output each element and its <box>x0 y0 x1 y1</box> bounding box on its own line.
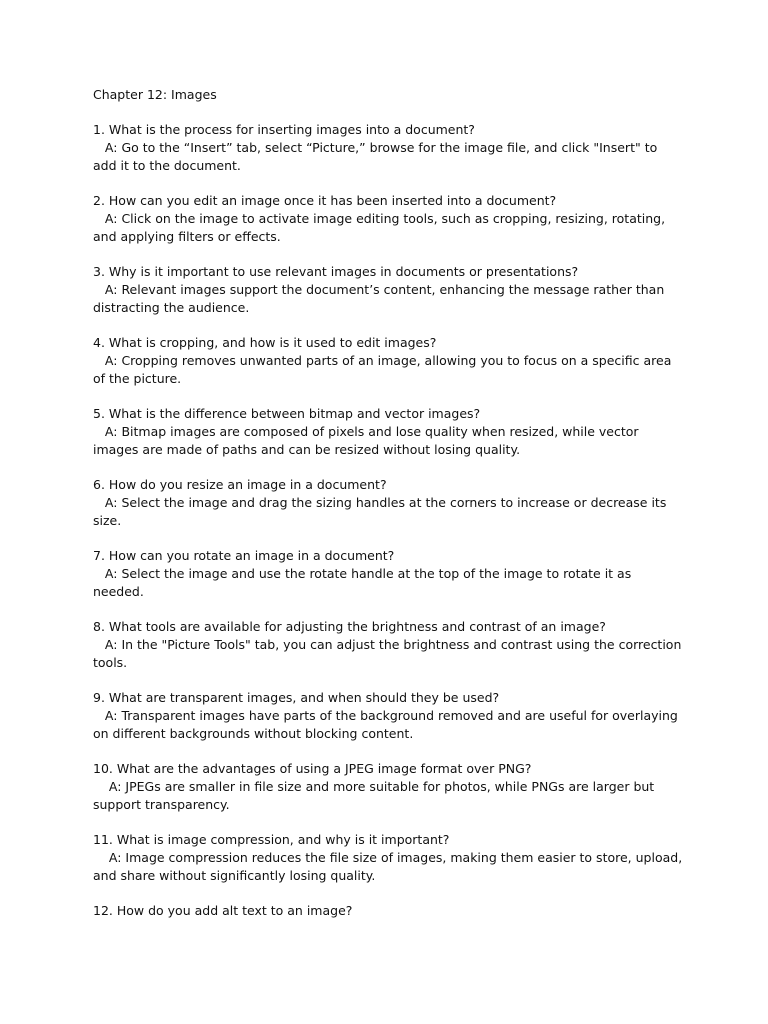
qa-item-1 <box>93 121 683 175</box>
qa-item-7 <box>93 547 683 601</box>
qa-item-6 <box>93 476 683 530</box>
answer-text: A: Go to the “Insert” tab, select “Picture,” browse for the image file, and click "Insert" to add it to the document. <box>93 140 662 173</box>
qa-item-10 <box>93 760 683 814</box>
answer-text: A: JPEGs are smaller in file size and more suitable for photos, while PNGs are larger but support transparency. <box>93 779 659 812</box>
answer-text: A: Relevant images support the document’s content, enhancing the message rather than distracting the audience. <box>93 282 669 315</box>
qa-item-4 <box>93 334 683 388</box>
question-text: 12. How do you add alt text to an image? <box>93 903 353 918</box>
qa-item-9 <box>93 689 683 743</box>
chapter-title: Chapter 12: Images <box>93 87 217 102</box>
question-text: 7. How can you rotate an image in a document? <box>93 548 395 563</box>
question-text: 10. What are the advantages of using a JPEG image format over PNG? <box>93 761 532 776</box>
answer-text: A: Bitmap images are composed of pixels and lose quality when resized, while vector images are made of paths and can be resized without losing quality. <box>93 424 643 457</box>
question-text: 9. What are transparent images, and when should they be used? <box>93 690 500 705</box>
qa-item-2 <box>93 192 683 246</box>
answer-text: A: Click on the image to activate image editing tools, such as cropping, resizing, rotating, and applying filters or effects. <box>93 211 670 244</box>
answer-text: A: Transparent images have parts of the background removed and are useful for overlaying on different backgrounds without blocking content. <box>93 708 682 741</box>
answer-text: A: Cropping removes unwanted parts of an image, allowing you to focus on a specific area of the picture. <box>93 353 676 386</box>
question-text: 8. What tools are available for adjusting the brightness and contrast of an image? <box>93 619 606 634</box>
question-text: 2. How can you edit an image once it has been inserted into a document? <box>93 193 557 208</box>
qa-item-3 <box>93 263 683 317</box>
answer-text: A: Select the image and drag the sizing handles at the corners to increase or decrease its size. <box>93 495 671 528</box>
qa-item-5 <box>93 405 683 459</box>
question-text: 5. What is the difference between bitmap and vector images? <box>93 406 481 421</box>
answer-text: A: In the "Picture Tools" tab, you can adjust the brightness and contrast using the correction tools. <box>93 637 686 670</box>
answer-text: A: Select the image and use the rotate handle at the top of the image to rotate it as needed. <box>93 566 636 599</box>
question-text: 4. What is cropping, and how is it used to edit images? <box>93 335 437 350</box>
question-text: 11. What is image compression, and why is it important? <box>93 832 450 847</box>
document-page <box>93 86 687 937</box>
qa-item-12 <box>93 902 683 920</box>
question-text: 3. Why is it important to use relevant images in documents or presentations? <box>93 264 579 279</box>
question-text: 6. How do you resize an image in a document? <box>93 477 387 492</box>
question-text: 1. What is the process for inserting images into a document? <box>93 122 475 137</box>
qa-item-8 <box>93 618 686 672</box>
qa-item-11 <box>93 831 687 885</box>
answer-text: A: Image compression reduces the file size of images, making them easier to store, upload, and share without significantly losing quality. <box>93 850 687 883</box>
